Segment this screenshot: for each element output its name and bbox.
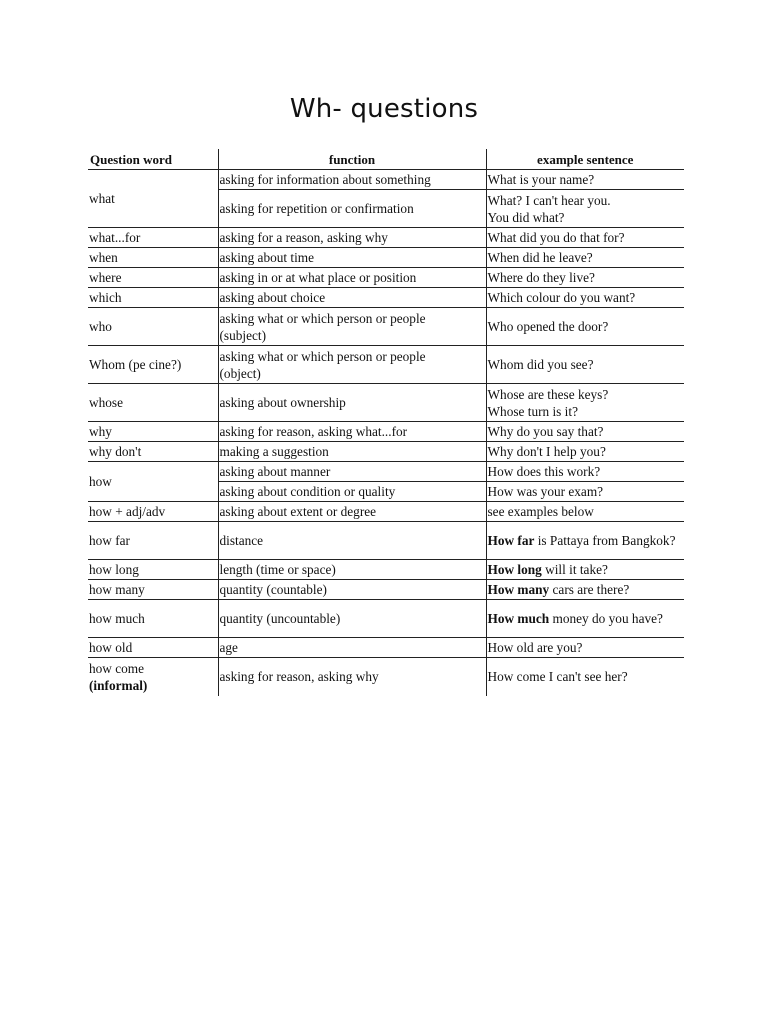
example-rest: money do you have? bbox=[549, 611, 663, 626]
example-cell bbox=[486, 522, 684, 560]
question-word: why bbox=[88, 422, 218, 442]
question-word: how + adj/adv bbox=[88, 502, 218, 522]
question-word: who bbox=[88, 308, 218, 346]
question-word: how long bbox=[88, 560, 218, 580]
example-cell: Why do you say that? bbox=[486, 422, 684, 442]
question-word: what...for bbox=[88, 228, 218, 248]
function-line: (object) bbox=[219, 365, 261, 381]
question-word: what bbox=[88, 170, 218, 228]
example-cell: How was your exam? bbox=[486, 482, 684, 502]
function-cell bbox=[218, 308, 486, 346]
example-keyword: How much bbox=[487, 611, 550, 626]
example-rest: will it take? bbox=[541, 562, 608, 577]
example-cell: Why don't I help you? bbox=[486, 442, 684, 462]
table-header-row bbox=[88, 149, 684, 170]
example-keyword: How many bbox=[487, 582, 550, 597]
table-row bbox=[88, 228, 684, 248]
table-row bbox=[88, 170, 684, 190]
question-word bbox=[88, 658, 218, 696]
example-line: Whose turn is it? bbox=[487, 403, 578, 419]
example-cell: When did he leave? bbox=[486, 248, 684, 268]
function-cell: asking about choice bbox=[218, 288, 486, 308]
question-word-note: (informal) bbox=[89, 677, 148, 693]
question-word: which bbox=[88, 288, 218, 308]
question-word: how much bbox=[88, 600, 218, 638]
example-cell bbox=[486, 580, 684, 600]
question-word: how bbox=[88, 462, 218, 502]
example-cell: see examples below bbox=[486, 502, 684, 522]
function-cell: asking for a reason, asking why bbox=[218, 228, 486, 248]
example-keyword: How far bbox=[487, 533, 535, 548]
wh-questions-table bbox=[88, 149, 684, 696]
example-cell: What is your name? bbox=[486, 170, 684, 190]
question-word: how many bbox=[88, 580, 218, 600]
question-word: where bbox=[88, 268, 218, 288]
example-rest: is Pattaya from Bangkok? bbox=[534, 533, 676, 548]
example-cell: How does this work? bbox=[486, 462, 684, 482]
table-row bbox=[88, 522, 684, 560]
table-row bbox=[88, 288, 684, 308]
question-word: when bbox=[88, 248, 218, 268]
question-word: Whom (pe cine?) bbox=[88, 346, 218, 384]
page-title: Wh- questions bbox=[289, 94, 479, 124]
function-cell: asking about extent or degree bbox=[218, 502, 486, 522]
table-row bbox=[88, 422, 684, 442]
function-cell bbox=[218, 346, 486, 384]
example-cell: How come I can't see her? bbox=[486, 658, 684, 696]
function-cell: length (time or space) bbox=[218, 560, 486, 580]
function-cell: asking for information about something bbox=[218, 170, 486, 190]
table-row bbox=[88, 462, 684, 482]
table-row bbox=[88, 308, 684, 346]
function-line: asking what or which person or people bbox=[219, 310, 426, 326]
function-line: asking what or which person or people bbox=[219, 348, 426, 364]
function-cell: asking about ownership bbox=[218, 384, 486, 422]
table-row bbox=[88, 560, 684, 580]
function-cell: asking for repetition or confirmation bbox=[218, 190, 486, 228]
question-word: whose bbox=[88, 384, 218, 422]
column-header-example-sentence: example sentence bbox=[486, 149, 684, 170]
question-word: how old bbox=[88, 638, 218, 658]
example-keyword: How long bbox=[487, 562, 542, 577]
example-cell: What did you do that for? bbox=[486, 228, 684, 248]
function-cell: quantity (uncountable) bbox=[218, 600, 486, 638]
example-cell: How old are you? bbox=[486, 638, 684, 658]
example-cell: Which colour do you want? bbox=[486, 288, 684, 308]
column-header-function: function bbox=[218, 149, 486, 170]
function-cell: asking for reason, asking what...for bbox=[218, 422, 486, 442]
example-cell bbox=[486, 600, 684, 638]
example-rest: cars are there? bbox=[549, 582, 630, 597]
function-cell: asking about condition or quality bbox=[218, 482, 486, 502]
function-cell: asking for reason, asking why bbox=[218, 658, 486, 696]
example-cell: Whom did you see? bbox=[486, 346, 684, 384]
function-cell: asking about time bbox=[218, 248, 486, 268]
table-row bbox=[88, 658, 684, 696]
example-line: What? I can't hear you. bbox=[487, 192, 611, 208]
question-word: why don't bbox=[88, 442, 218, 462]
example-line: You did what? bbox=[487, 209, 565, 225]
example-cell bbox=[486, 560, 684, 580]
function-cell: asking in or at what place or position bbox=[218, 268, 486, 288]
table-row bbox=[88, 600, 684, 638]
table-row bbox=[88, 248, 684, 268]
table-row bbox=[88, 268, 684, 288]
function-cell: making a suggestion bbox=[218, 442, 486, 462]
function-cell: quantity (countable) bbox=[218, 580, 486, 600]
example-cell bbox=[486, 190, 684, 228]
table-row bbox=[88, 502, 684, 522]
example-cell: Who opened the door? bbox=[486, 308, 684, 346]
question-word: how far bbox=[88, 522, 218, 560]
table-row bbox=[88, 580, 684, 600]
function-cell: asking about manner bbox=[218, 462, 486, 482]
question-word-text: how come bbox=[89, 660, 145, 676]
example-cell: Where do they live? bbox=[486, 268, 684, 288]
table-row bbox=[88, 442, 684, 462]
example-line: Whose are these keys? bbox=[487, 386, 609, 402]
function-cell: distance bbox=[218, 522, 486, 560]
table-row bbox=[88, 384, 684, 422]
table-row bbox=[88, 346, 684, 384]
column-header-question-word: Question word bbox=[88, 149, 218, 170]
function-line: (subject) bbox=[219, 327, 267, 343]
example-cell bbox=[486, 384, 684, 422]
table-row bbox=[88, 638, 684, 658]
function-cell: age bbox=[218, 638, 486, 658]
